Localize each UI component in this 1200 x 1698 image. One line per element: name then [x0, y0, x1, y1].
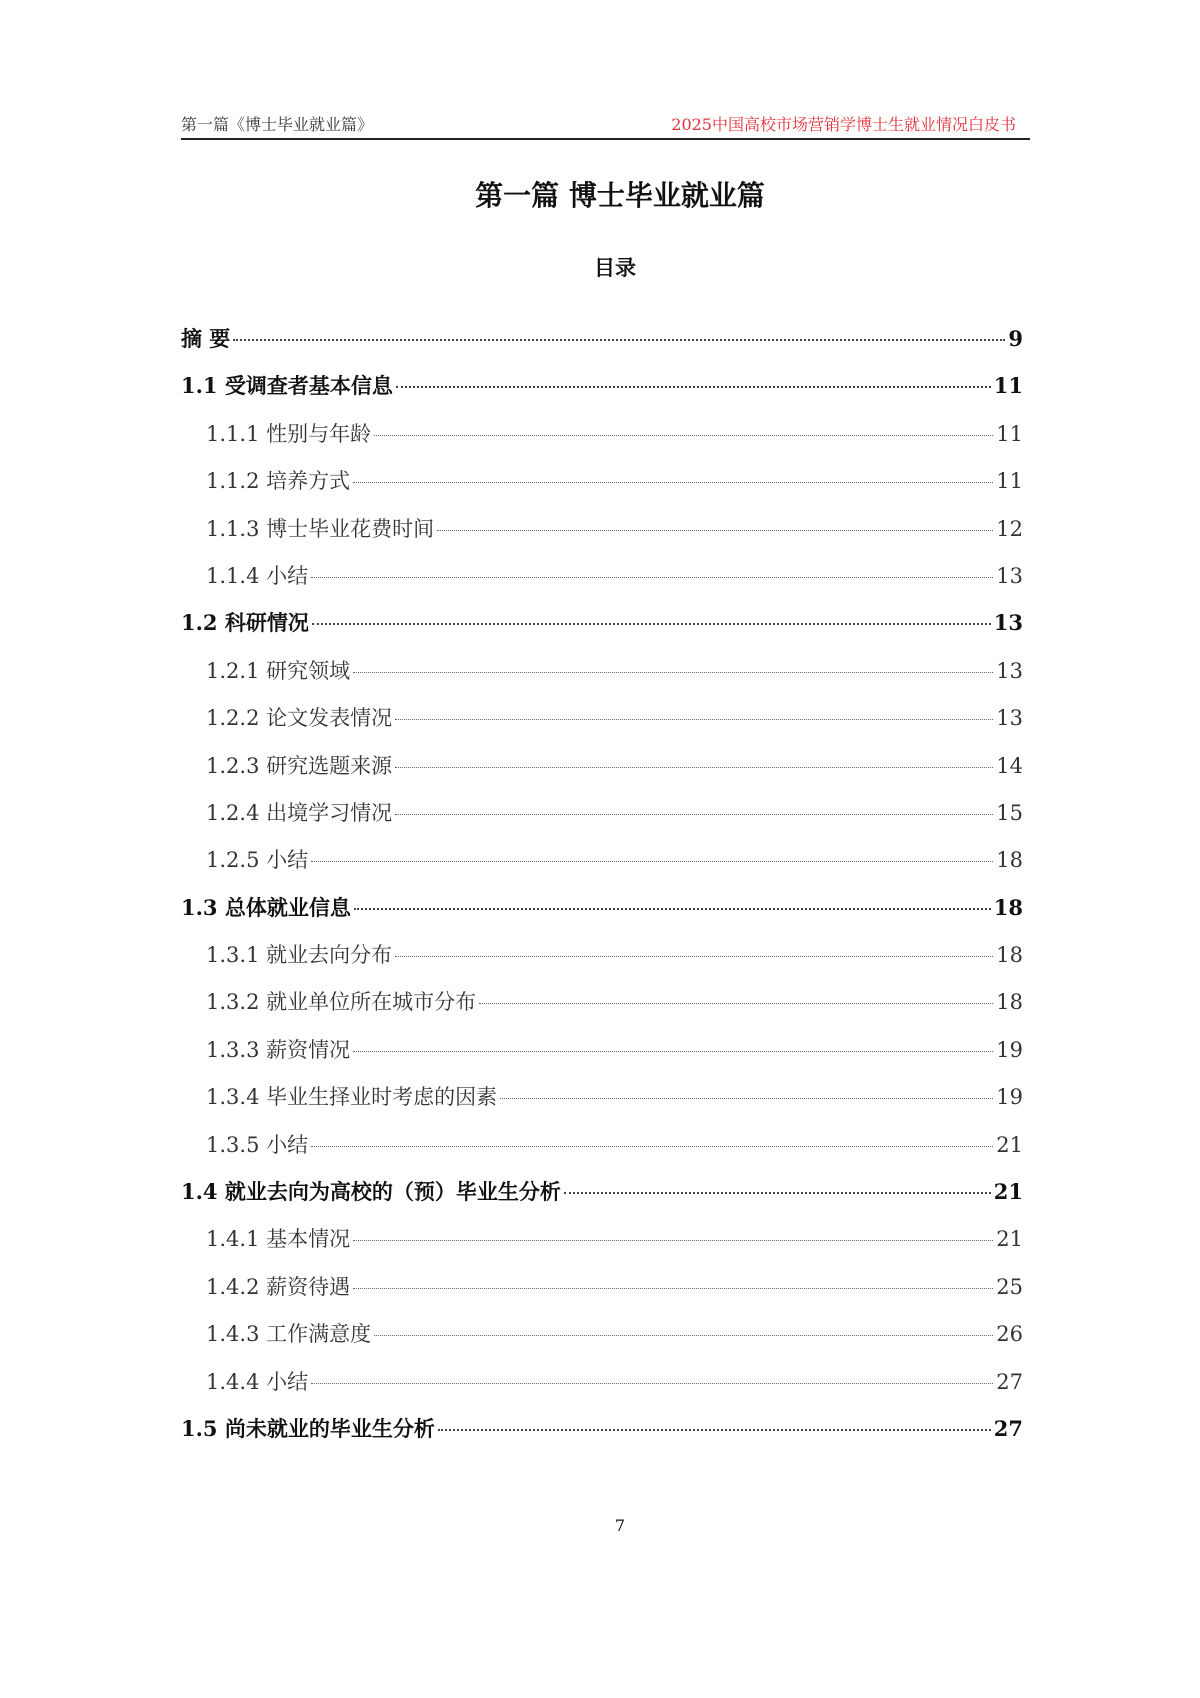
toc-entry-page: 11 — [996, 421, 1023, 446]
toc-entry-page: 11 — [996, 469, 1023, 494]
toc-leader-dots — [395, 814, 993, 815]
toc-entry-label: 1.4.2 薪资待遇 — [206, 1274, 351, 1299]
toc-entry-page: 25 — [996, 1274, 1023, 1299]
toc-leader-dots — [233, 339, 1005, 341]
chapter-title: 第一篇 博士毕业就业篇 — [475, 179, 765, 212]
toc-entry-label: 1.1.2 培养方式 — [206, 469, 351, 494]
toc-entry[interactable] — [181, 891, 1023, 938]
toc-leader-dots — [500, 1098, 993, 1099]
toc-entry-label: 1.1.1 性别与年龄 — [206, 421, 372, 446]
toc-leader-dots — [396, 386, 991, 388]
toc-entry-page: 26 — [996, 1322, 1023, 1347]
toc-entry[interactable] — [181, 1128, 1023, 1175]
toc-leader-dots — [353, 482, 993, 483]
toc-leader-dots — [353, 1240, 993, 1241]
toc-leader-dots — [374, 435, 993, 436]
toc-entry-page: 9 — [1008, 326, 1023, 351]
toc-entry[interactable] — [181, 512, 1023, 559]
page-number: 7 — [614, 1516, 626, 1535]
toc-leader-dots — [395, 767, 993, 768]
toc-entry[interactable] — [181, 1270, 1023, 1317]
table-of-contents — [181, 322, 1023, 1459]
toc-entry-label: 1.3.5 小结 — [206, 1132, 309, 1157]
toc-entry[interactable] — [181, 1033, 1023, 1080]
toc-entry-page: 13 — [996, 563, 1023, 588]
toc-entry[interactable] — [181, 701, 1023, 748]
toc-entry[interactable] — [181, 1365, 1023, 1412]
toc-entry-label: 1.2.5 小结 — [206, 848, 309, 873]
toc-entry-label: 摘 要 — [181, 326, 231, 351]
toc-leader-dots — [312, 623, 991, 625]
toc-leader-dots — [564, 1192, 991, 1194]
toc-entry-label: 1.2.1 研究领域 — [206, 658, 351, 683]
toc-entry[interactable] — [181, 369, 1023, 416]
toc-entry[interactable] — [181, 796, 1023, 843]
toc-entry-page: 21 — [996, 1227, 1023, 1252]
toc-entry-page: 12 — [996, 516, 1023, 541]
toc-entry[interactable] — [181, 606, 1023, 653]
toc-entry[interactable] — [181, 843, 1023, 890]
toc-entry-label: 1.3 总体就业信息 — [181, 894, 351, 920]
toc-entry-page: 14 — [996, 753, 1023, 778]
toc-entry-page: 21 — [993, 1179, 1023, 1205]
toc-leader-dots — [354, 908, 991, 910]
toc-entry[interactable] — [181, 1317, 1023, 1364]
toc-leader-dots — [437, 530, 993, 531]
toc-entry-label: 1.2 科研情况 — [181, 610, 309, 636]
toc-leader-dots — [311, 577, 993, 578]
toc-entry-page: 27 — [996, 1369, 1023, 1394]
toc-entry-label: 1.4 就业去向为高校的（预）毕业生分析 — [181, 1179, 561, 1205]
toc-entry[interactable] — [181, 464, 1023, 511]
toc-entry[interactable] — [181, 985, 1023, 1032]
toc-entry-label: 1.4.4 小结 — [206, 1369, 309, 1394]
toc-entry-page: 13 — [993, 610, 1023, 636]
toc-leader-dots — [311, 1146, 993, 1147]
toc-entry-page: 27 — [993, 1415, 1023, 1441]
toc-entry[interactable] — [181, 938, 1023, 985]
toc-entry-page: 18 — [996, 848, 1023, 873]
toc-leader-dots — [353, 1051, 993, 1052]
toc-entry[interactable] — [181, 322, 1023, 369]
toc-heading: 目录 — [594, 256, 636, 280]
toc-leader-dots — [353, 672, 993, 673]
toc-leader-dots — [479, 1003, 993, 1004]
toc-leader-dots — [311, 861, 993, 862]
toc-entry-label: 1.5 尚未就业的毕业生分析 — [181, 1415, 435, 1441]
toc-entry[interactable] — [181, 749, 1023, 796]
toc-entry-page: 13 — [996, 658, 1023, 683]
toc-entry-label: 1.3.2 就业单位所在城市分布 — [206, 990, 477, 1015]
toc-entry-label: 1.4.3 工作满意度 — [206, 1322, 372, 1347]
toc-entry-page: 11 — [993, 373, 1023, 399]
toc-entry-page: 21 — [996, 1132, 1023, 1157]
toc-entry-page: 19 — [996, 1037, 1023, 1062]
toc-leader-dots — [395, 719, 993, 720]
toc-entry[interactable] — [181, 654, 1023, 701]
toc-entry[interactable] — [181, 1222, 1023, 1269]
toc-leader-dots — [374, 1335, 993, 1336]
toc-entry-label: 1.2.4 出境学习情况 — [206, 800, 393, 825]
toc-entry-page: 18 — [996, 990, 1023, 1015]
toc-entry-label: 1.3.3 薪资情况 — [206, 1037, 351, 1062]
toc-entry-label: 1.2.2 论文发表情况 — [206, 706, 393, 731]
toc-entry[interactable] — [181, 1412, 1023, 1459]
toc-entry[interactable] — [181, 417, 1023, 464]
toc-entry[interactable] — [181, 1080, 1023, 1127]
toc-entry[interactable] — [181, 1175, 1023, 1222]
toc-entry-label: 1.3.1 就业去向分布 — [206, 943, 393, 968]
toc-entry-page: 18 — [993, 894, 1023, 920]
toc-entry-label: 1.1 受调查者基本信息 — [181, 373, 393, 399]
header-section-title: 第一篇《博士毕业就业篇》 — [181, 115, 374, 134]
header-document-title: 2025中国高校市场营销学博士生就业情况白皮书 — [671, 115, 1016, 134]
toc-leader-dots — [395, 956, 993, 957]
toc-leader-dots — [311, 1383, 993, 1384]
toc-entry-page: 19 — [996, 1085, 1023, 1110]
toc-entry-page: 13 — [996, 706, 1023, 731]
toc-entry-label: 1.2.3 研究选题来源 — [206, 753, 393, 778]
toc-entry[interactable] — [181, 559, 1023, 606]
toc-entry-label: 1.4.1 基本情况 — [206, 1227, 351, 1252]
toc-leader-dots — [353, 1288, 993, 1289]
toc-leader-dots — [438, 1429, 991, 1431]
toc-entry-page: 15 — [996, 800, 1023, 825]
page-header — [181, 110, 1030, 140]
toc-entry-page: 18 — [996, 943, 1023, 968]
toc-entry-label: 1.3.4 毕业生择业时考虑的因素 — [206, 1085, 498, 1110]
toc-entry-label: 1.1.3 博士毕业花费时间 — [206, 516, 435, 541]
toc-entry-label: 1.1.4 小结 — [206, 563, 309, 588]
